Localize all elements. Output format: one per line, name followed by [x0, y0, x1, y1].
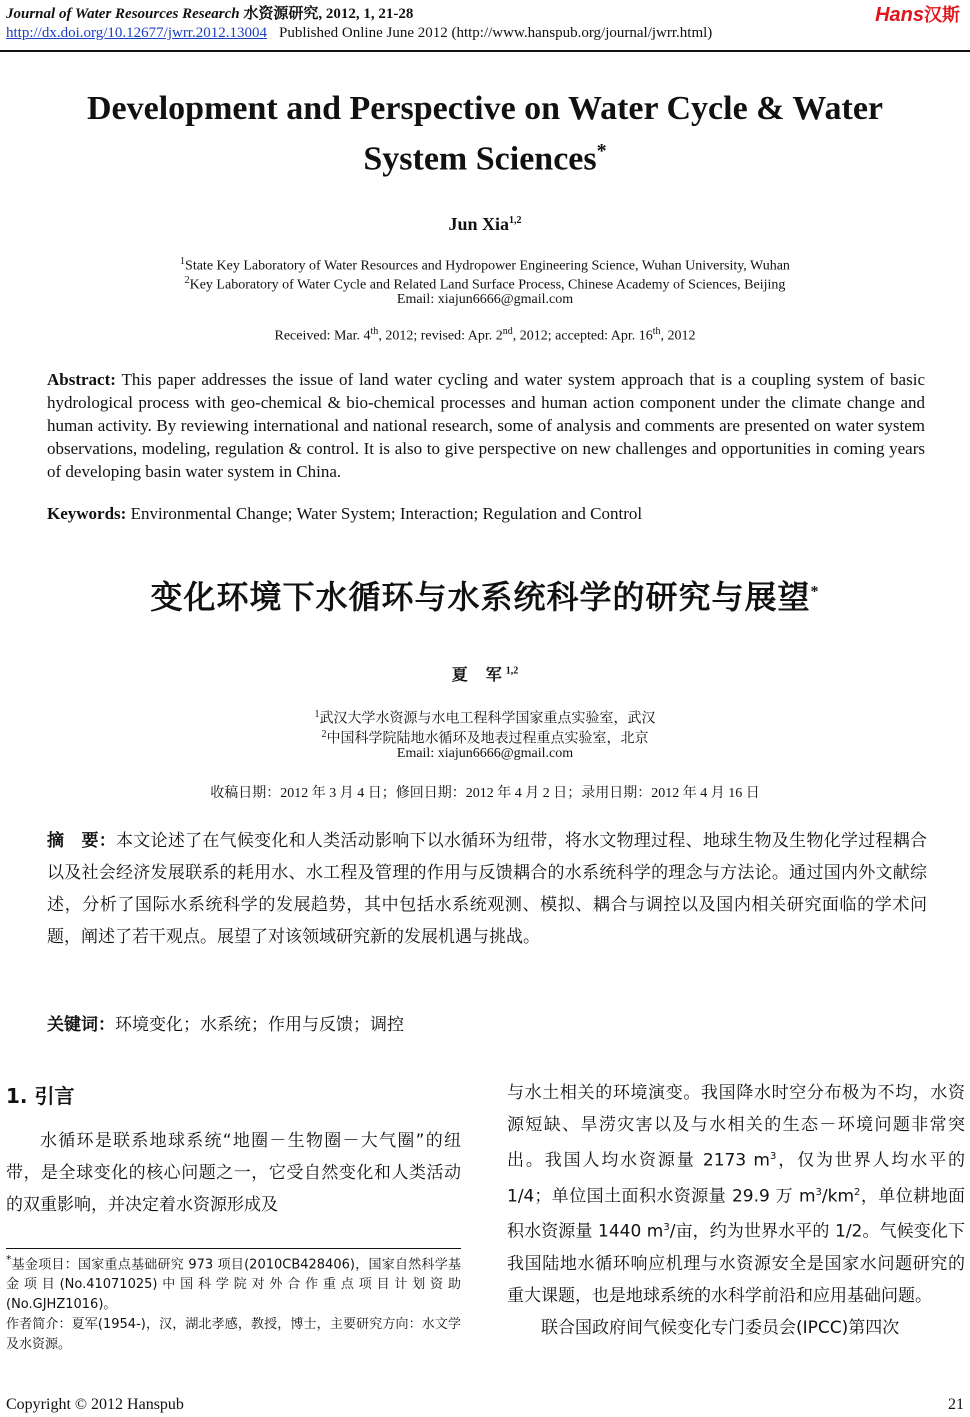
english-keywords	[47, 504, 925, 524]
affil-sup: 2	[184, 275, 190, 286]
header-divider	[0, 50, 970, 52]
author-affil-sup: 1,2	[505, 665, 519, 677]
author-family: 军	[485, 667, 502, 684]
doi-line	[6, 25, 712, 42]
superscript: 3	[663, 1222, 670, 1234]
date-tail: , 2012	[660, 328, 696, 344]
english-author	[0, 214, 970, 235]
author-bio-footnote: 作者简介：夏军(1954-)，汉，湖北孝感，教授，博士，主要研究方向：水文学及水资源。	[6, 1317, 461, 1353]
chinese-dates: 收稿日期：2012 年 3 月 4 日；修回日期：2012 年 4 月 2 日；录用日期：2012 年 4 月 16 日	[210, 786, 760, 801]
keywords-text: 环境变化；水系统；作用与反馈；调控	[115, 1015, 404, 1035]
superscript: 2	[854, 1186, 861, 1198]
page-number: 21	[948, 1396, 964, 1413]
english-email: Email: xiajun6666@gmail.com	[396, 292, 574, 307]
copyright-footer: Copyright © 2012 Hanspub	[6, 1396, 184, 1413]
footnotes	[6, 1250, 461, 1355]
chinese-title	[0, 572, 970, 618]
ordinal-sup: th	[652, 326, 661, 337]
funding-text: 基金项目：国家重点基础研究 973 项目(2010CB428406)，国家自然科学基金项目(No.41071025)中国科学院对外合作重点项目计划资助(No.GJHZ1016)。	[6, 1257, 461, 1313]
english-title	[0, 88, 970, 180]
affil-sup: 1	[314, 709, 320, 720]
keywords-text: Environmental Change; Water System; Interaction; Regulation and Control	[130, 504, 643, 523]
chinese-title-text: 变化环境下水循环与水系统科学的研究与展望	[150, 578, 811, 616]
superscript: 3	[815, 1186, 822, 1198]
text-run: /km	[821, 1186, 855, 1207]
keywords-label: 关键词：	[47, 1015, 115, 1035]
section-heading-introduction: 1. 引言	[6, 1084, 75, 1108]
author-given: 夏	[451, 667, 468, 684]
affil-sup: 1	[180, 256, 186, 267]
title-line-1: Development and Perspective on Water Cycle & Water	[86, 90, 883, 127]
ordinal-sup: th	[370, 326, 379, 337]
accepted-date: , 2012; accepted: Apr. 16	[512, 328, 653, 344]
title-footnote-mark: *	[596, 140, 607, 162]
affil-text: 武汉大学水资源与水电工程科学国家重点实验室，武汉	[319, 711, 656, 727]
abstract-label: Abstract:	[47, 370, 116, 389]
doi-link[interactable]: http://dx.doi.org/10.12677/jwrr.2012.13004	[6, 25, 267, 41]
chinese-abstract	[47, 825, 927, 953]
chinese-email: Email: xiajun6666@gmail.com	[396, 746, 574, 761]
affil-text: Key Laboratory of Water Cycle and Related Land Surface Process, Chinese Academy of Sciences, Beijing	[189, 277, 786, 293]
logo-cn: 汉斯	[924, 5, 960, 26]
affil-text: 中国科学院陆地水循环及地表过程重点实验室，北京	[326, 731, 649, 747]
author-affil-sup: 1,2	[509, 215, 522, 226]
received-date: Received: Mar. 4	[274, 328, 371, 344]
revised-date: , 2012; revised: Apr. 2	[378, 328, 503, 344]
abstract-text: 本文论述了在气候变化和人类活动影响下以水循环为纽带，将水文物理过程、地球生物及生物化学过程耦合以及社会经济发展联系的耗用水、水工程及管理的作用与反馈耦合的水系统科学的理念与方法论。通过国内外文献综述，分析了国际水系统科学的发展趋势，其中包括水系统观测、模拟、耦合与调控以及国内相关研究面临的学术问题，阐述了若干观点。展望了对该领域研究新的发展机遇与挑战。	[47, 831, 928, 947]
superscript: 3	[770, 1151, 777, 1162]
title-line-2: System Sciences	[363, 140, 597, 178]
english-dates	[0, 326, 970, 345]
intro-paragraph: 水循环是联系地球系统“地圈－生物圈－大气圈”的纽带，是全球变化的核心问题之一，它受自然变化和人类活动的双重影响，并决定着水资源形成及	[6, 1131, 461, 1215]
ordinal-sup: nd	[502, 326, 513, 337]
keywords-label: Keywords:	[47, 504, 127, 523]
journal-cn-citation: 水资源研究, 2012, 1, 21-28	[243, 6, 414, 22]
journal-name: Journal of Water Resources Research	[6, 6, 240, 22]
affil-text: State Key Laboratory of Water Resources and Hydropower Engineering Science, Wuhan University, Wuhan	[185, 258, 790, 274]
body-paragraph	[507, 1077, 965, 1312]
footnote-mark: *	[6, 1253, 12, 1266]
text-run: 与水土相关的环境演变。我国降水时空分布极为不均，水资源短缺、旱涝灾害以及与水相关的生态－环境问题非常突出。我国人均水资源量 2173 m	[507, 1083, 965, 1171]
footnote-divider	[6, 1248, 461, 1249]
body-paragraph: 联合国政府间气候变化专门委员会(IPCC)第四次	[541, 1317, 900, 1338]
journal-citation	[6, 2, 413, 23]
right-column	[507, 1077, 965, 1344]
english-abstract	[47, 368, 925, 483]
author-name: Jun Xia	[448, 214, 510, 234]
logo-latin: Hans	[875, 4, 924, 26]
left-column	[6, 1125, 461, 1221]
affil-sup: 2	[321, 729, 327, 740]
abstract-text: This paper addresses the issue of land water cycling and water system approach that is a coupling system of basic hydrological process with geo-chemical & bio-chemical processes and human action component under the climate change and human activity. By reviewing international and national research, some of analysis and comments are presented on water system observations, modeling, regulation & control. It is also to give perspective on new challenges and opportunities in coming years of developing basin water system in China.	[47, 370, 925, 481]
chinese-keywords	[47, 1010, 404, 1035]
funding-footnote	[6, 1250, 461, 1315]
published-online: Published Online June 2012 (http://www.hanspub.org/journal/jwrr.html)	[278, 25, 713, 41]
title-footnote-mark: *	[810, 583, 820, 601]
publisher-logo	[875, 1, 960, 27]
abstract-label: 摘 要：	[47, 831, 117, 851]
text-run: ，单位耕地面积水资源量 1440 m	[507, 1186, 965, 1242]
text-run: /亩，约为世界水平的 1/2。气候变化下我国陆地水循环响应机理与水资源安全是国家水问题研究的重大课题，也是地球系统的水科学前沿和应用基础问题。	[507, 1221, 965, 1306]
text-run: ，仅为世界人均水平的 1/4；单位国土面积水资源量 29.9 万 m	[507, 1150, 966, 1207]
chinese-author	[0, 662, 970, 685]
